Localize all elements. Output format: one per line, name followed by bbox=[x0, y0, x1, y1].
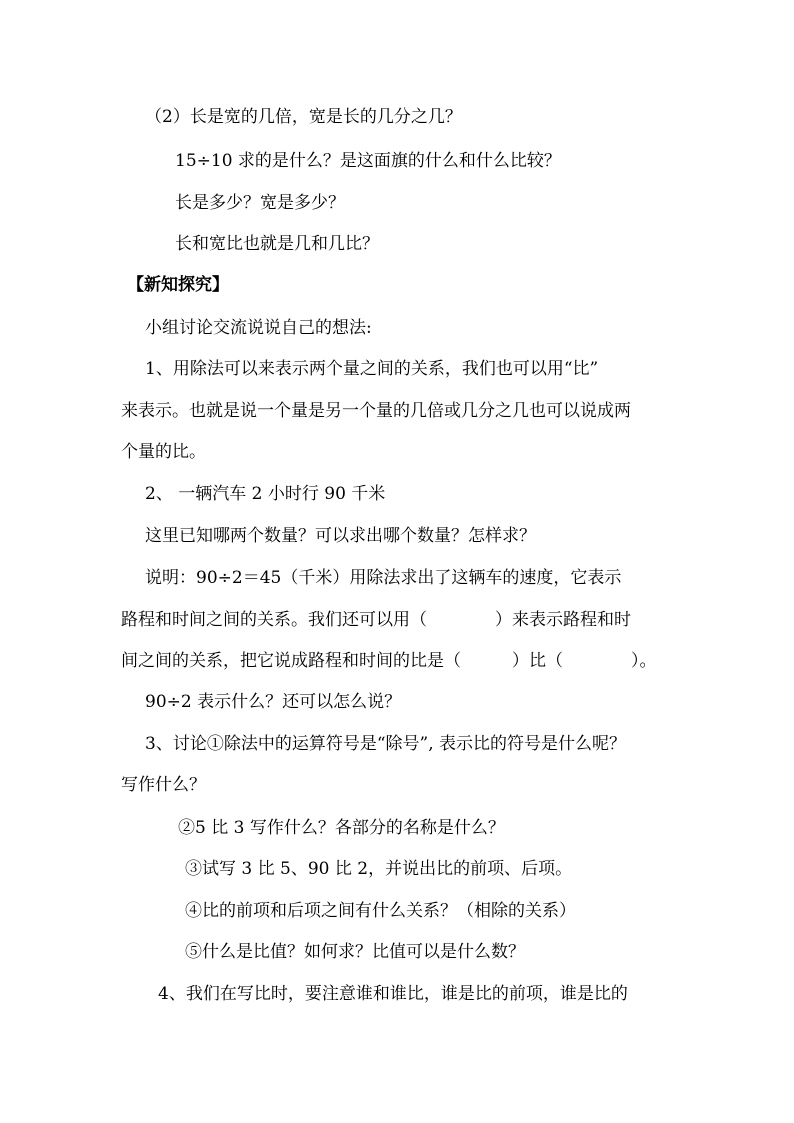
point-1-line-3: 个量的比。 bbox=[121, 442, 206, 462]
point-2: 2、 一辆汽车 2 小时行 90 千米 bbox=[145, 484, 386, 504]
question-90-div-2: 90÷2 表示什么？还可以怎么说？ bbox=[145, 692, 402, 712]
point-3-item-5: ⑤什么是比值？如何求？比值可以是什么数？ bbox=[185, 942, 525, 962]
point-1-line-2: 来表示。也就是说一个量是另一个量的几倍或几分之几也可以说成两 bbox=[121, 401, 631, 421]
point-2-question: 这里已知哪两个数量？可以求出哪个数量？怎样求？ bbox=[145, 526, 536, 546]
explanation-line-2: 路程和时间之间的关系。我们还可以用（ ）来表示路程和时 bbox=[121, 610, 631, 630]
question-2: （2）长是宽的几倍，宽是长的几分之几？ bbox=[145, 107, 462, 127]
explanation-line-3: 间之间的关系，把它说成路程和时间的比是（ ）比（ ）。 bbox=[121, 651, 657, 671]
point-3-line-2: 写作什么？ bbox=[121, 775, 206, 795]
question-length-width: 长是多少？宽是多少？ bbox=[175, 193, 345, 213]
question-15-div-10: 15÷10 求的是什么？是这面旗的什么和什么比较？ bbox=[175, 151, 561, 171]
explanation-line-1: 说明：90÷2＝45（千米）用除法求出了这辆车的速度，它表示 bbox=[145, 568, 622, 588]
discussion-intro: 小组讨论交流说说自己的想法: bbox=[145, 318, 372, 338]
point-1-line-1: 1、用除法可以来表示两个量之间的关系，我们也可以用“比” bbox=[145, 359, 599, 379]
point-4: 4、我们在写比时，要注意谁和谁比，谁是比的前项，谁是比的 bbox=[158, 984, 628, 1004]
point-3-line-1: 3、讨论①除法中的运算符号是“除号”, 表示比的符号是什么呢？ bbox=[145, 734, 627, 754]
section-heading: 【新知探究】 bbox=[127, 275, 229, 295]
point-3-item-2: ②5 比 3 写作什么？各部分的名称是什么？ bbox=[178, 818, 505, 838]
question-ratio: 长和宽比也就是几和几比？ bbox=[175, 234, 379, 254]
point-3-item-3: ③试写 3 比 5、90 比 2，并说出比的前项、后项。 bbox=[185, 859, 573, 879]
point-3-item-4: ④比的前项和后项之间有什么关系？（相除的关系） bbox=[185, 901, 576, 921]
